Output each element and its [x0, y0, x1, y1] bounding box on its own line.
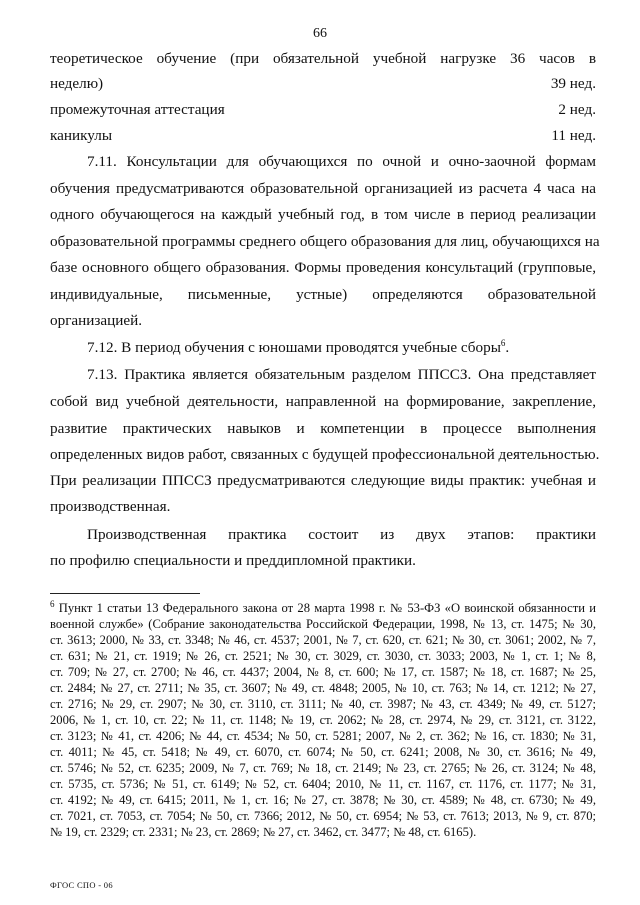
- footnote-line: № 19, ст. 2329; ст. 2331; № 23, ст. 2869; № 27, ст. 3462, ст. 3477; № 48, ст. 6165).: [50, 825, 477, 839]
- paragraph-line: производственная.: [50, 498, 171, 515]
- footnote-line: ст. 709; № 27, ст. 2700; № 46, ст. 4437; 2004, № 8, ст. 600; № 17, ст. 1587; № 18, ст. 1687; № 25,: [50, 665, 596, 679]
- footnote-line: ст. 5735, ст. 5736; № 51, ст. 6149; № 52, ст. 6404; 2010, № 11, ст. 1167, ст. 1176, ст. 1177; № 31,: [50, 777, 596, 791]
- paragraph-line: собой вид учебной деятельности, направленной на формирование, закрепление,: [50, 393, 596, 410]
- paragraph-line: определенных видов работ, связанных с будущей профессиональной деятельностью.: [50, 446, 600, 463]
- paragraph-line: развитие практических навыков и компетенции в процессе выполнения: [50, 420, 596, 437]
- footnote-line: $^6$ Пункт 1 статьи 13 Федерального закона от 28 марта 1998 г. № 53-ФЗ «О воинской обязанности и: [50, 598, 596, 615]
- footnote-line: ст. 2716; № 29, ст. 2907; № 30, ст. 3110, ст. 3111; № 40, ст. 3987; № 43, ст. 4349; № 49, ст. 5127;: [50, 697, 596, 711]
- paragraph-line: При реализации ППССЗ предусматриваются следующие виды практик: учебная и: [50, 472, 596, 489]
- paragraph-line: обучения предусматриваются образовательной организацией из расчета 4 часа на: [50, 180, 596, 197]
- schedule-line-1: теоретическое обучение (при обязательной учебной нагрузке 36 часов в: [50, 50, 596, 67]
- paragraph-7-12-end: .: [505, 339, 510, 356]
- paragraph-line: индивидуальные, письменные, устные) определяются образовательной: [50, 286, 596, 303]
- schedule-row-3: [50, 127, 596, 145]
- schedule-row-2: [50, 101, 596, 119]
- footnote-line: ст. 3613; 2000, № 33, ст. 3348; № 46, ст. 4537; 2001, № 7, ст. 620, ст. 621; № 30, ст. 3061; 2002, № 7,: [50, 633, 596, 647]
- schedule-row-2-label: промежуточная аттестация: [50, 101, 225, 118]
- footnote-line: ст. 631; № 21, ст. 1919; № 26, ст. 2521; № 30, ст. 3029, ст. 3030, ст. 3033; 2003, № 1, ст. 1; № 8,: [50, 649, 596, 663]
- schedule-row-3-label: каникулы: [50, 127, 113, 144]
- paragraph-line: по профилю специальности и преддипломной практики.: [50, 552, 416, 569]
- footnote-marker: 6: [50, 598, 55, 609]
- footnote-line: ст. 4011; № 45, ст. 5418; № 49, ст. 6070, ст. 6074; № 50, ст. 6241; 2008, № 30, ст. 3616; № 49,: [50, 745, 596, 759]
- paragraph-7-12-text: 7.12. В период обучения с юношами проводятся учебные сборы: [87, 339, 501, 356]
- schedule-row-1-label: неделю): [50, 75, 104, 92]
- paragraph-7-12: [87, 339, 596, 357]
- footnote-line: военной службе» (Собрание законодательства Российской Федерации, 1998, № 13, ст. 1475; № 30,: [50, 617, 596, 631]
- paragraph-line: одного обучающегося на каждый учебный год, в том числе в период реализации: [50, 206, 596, 223]
- paragraph-line: 7.11. Консультации для обучающихся по очной и очно-заочной формам: [87, 153, 596, 170]
- footnote-reference: 6: [500, 337, 506, 348]
- footnote-line: ст. 2484; № 27, ст. 2711; № 35, ст. 3607; № 49, ст. 4848; 2005, № 10, ст. 763; № 14, ст. 1212; № 27,: [50, 681, 596, 695]
- footnote-line: ст. 5746; № 52, ст. 6235; 2009, № 7, ст. 769; № 18, ст. 2149; № 23, ст. 2765; № 26, ст. 3124; № 48,: [50, 761, 596, 775]
- schedule-row-1-value: 39 нед.: [550, 75, 596, 92]
- schedule-row-2-value: 2 нед.: [558, 101, 596, 118]
- document-code-mark: ФГОС СПО - 06: [50, 880, 113, 890]
- page-number: 66: [313, 26, 327, 41]
- paragraph-line: организацией.: [50, 312, 143, 329]
- footnote-line: ст. 4192; № 49, ст. 6415; 2011, № 1, ст. 16; № 27, ст. 3878; № 30, ст. 4589; № 48, ст. 6730; № 49,: [50, 793, 596, 807]
- schedule-row-3-value: 11 нед.: [551, 127, 596, 144]
- footnote-line: ст. 3123; № 41, ст. 4206; № 44, ст. 4534; № 50, ст. 5281; 2007, № 2, ст. 362; № 16, ст. 1830; № 31,: [50, 729, 596, 743]
- footnote-separator: [50, 593, 200, 594]
- paragraph-line: образовательной программы среднего общего образования для лиц, обучающихся на: [50, 233, 600, 250]
- paragraph-line: Производственная практика состоит из двух этапов: практики: [87, 526, 596, 543]
- footnote-line: 2006, № 1, ст. 10, ст. 22; № 11, ст. 1148; № 19, ст. 2062; № 28, ст. 2974, № 29, ст. 3121, ст. 3122,: [50, 713, 596, 727]
- paragraph-line: базе основного общего образования. Формы проведения консультаций (групповые,: [50, 259, 596, 276]
- schedule-row-1: [50, 75, 596, 93]
- paragraph-line: 7.13. Практика является обязательным разделом ППССЗ. Она представляет: [87, 366, 596, 383]
- footnote-line: ст. 7021, ст. 7053, ст. 7054; № 50, ст. 7366; 2012, № 50, ст. 6954; № 53, ст. 7613; 2013, № 9, ст. 870;: [50, 809, 596, 823]
